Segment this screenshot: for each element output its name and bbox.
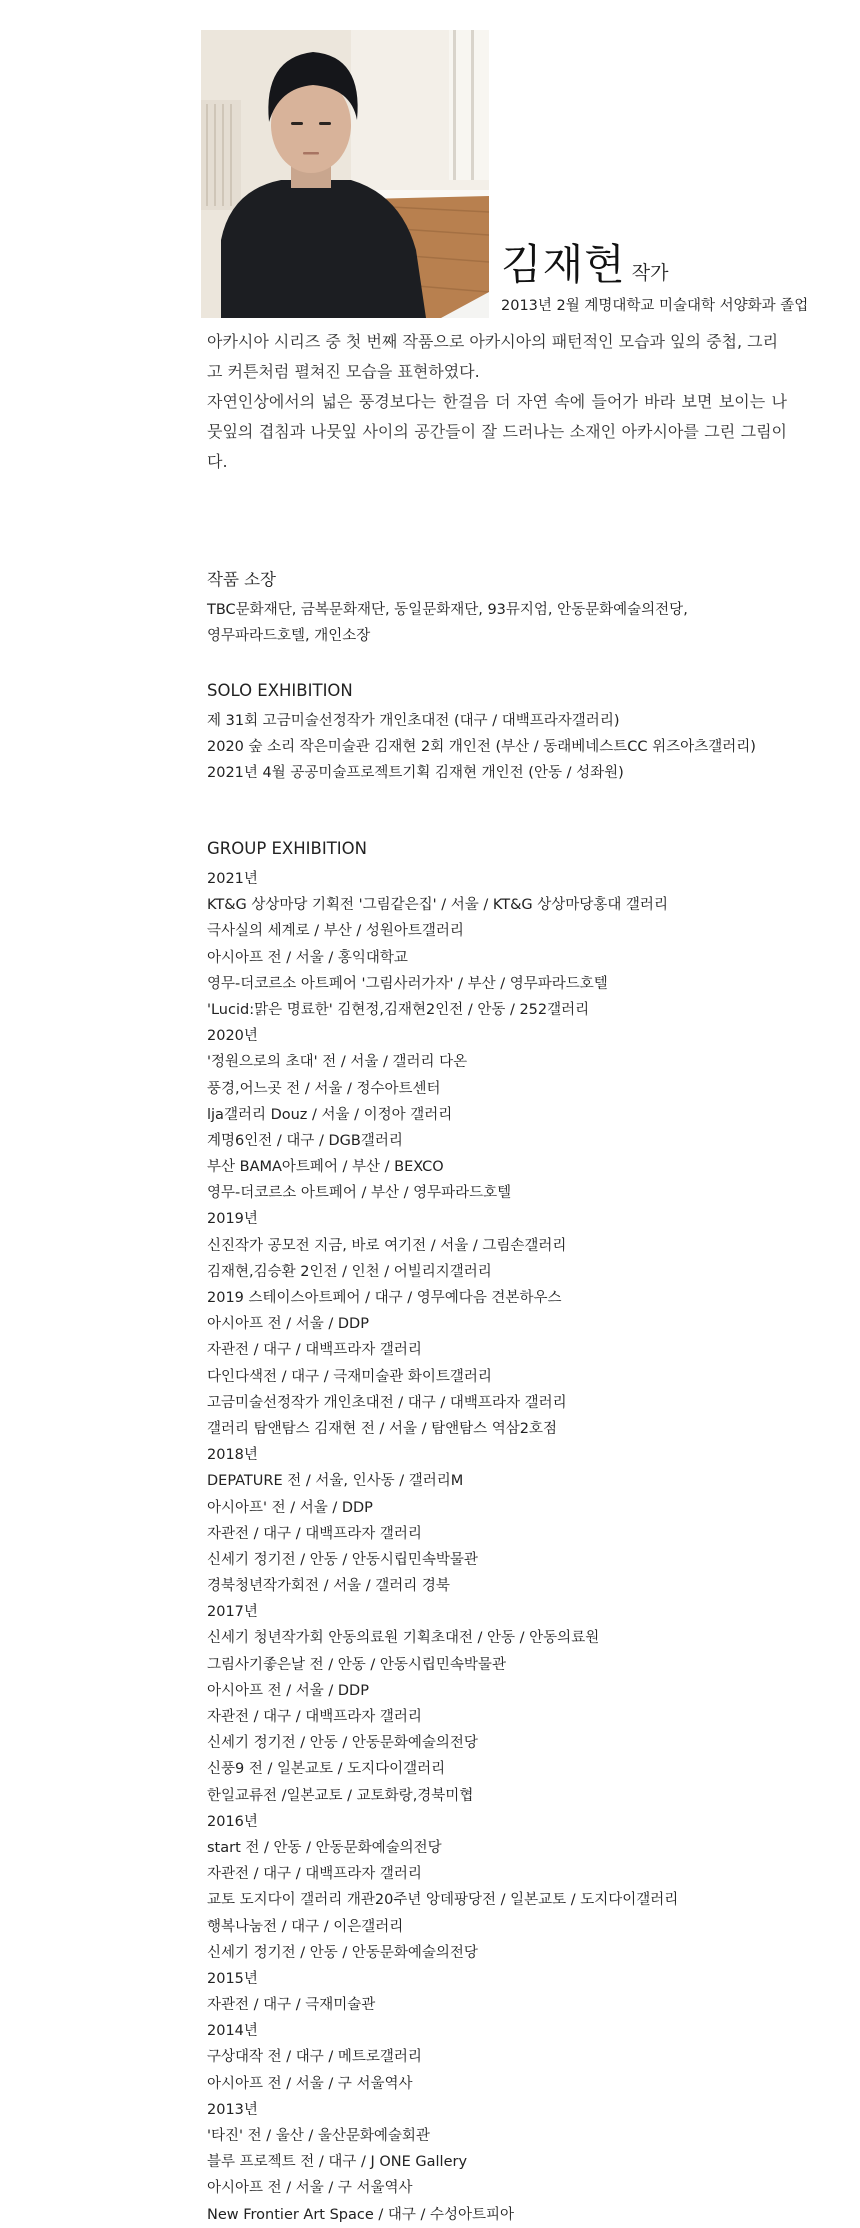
group-exhibition-item: 신풍9 전 / 일본교토 / 도지다이갤러리 [207, 1761, 446, 1778]
group-exhibition-item: 아시아프 전 / 서울 / 구 서울역사 [207, 2180, 413, 2197]
group-exhibition-item: 김재현,김승환 2인전 / 인천 / 어빌리지갤러리 [207, 1263, 492, 1280]
group-exhibition-item: '정원으로의 초대' 전 / 서울 / 갤러리 다온 [207, 1054, 468, 1071]
collection-line: 영무파라드호텔, 개인소장 [207, 628, 371, 645]
artwork-description [207, 327, 787, 477]
group-exhibition-heading: GROUP EXHIBITION [207, 839, 367, 858]
group-exhibition-item: 신진작가 공모전 지금, 바로 여기전 / 서울 / 그림손갤러리 [207, 1237, 567, 1254]
solo-exhibition-item: 2020 숲 소리 작은미술관 김재현 2회 개인전 (부산 / 동래베네스트CC 위즈아츠갤러리) [207, 739, 756, 756]
group-exhibition-item: 자관전 / 대구 / 극재미술관 [207, 1997, 376, 2014]
group-exhibition-item: 아시아프 전 / 서울 / DDP [207, 1682, 369, 1699]
group-exhibition-item: 신세기 정기전 / 안동 / 안동문화예술의전당 [207, 1735, 478, 1752]
group-exhibition-item: DEPATURE 전 / 서울, 인사동 / 갤러리M [207, 1473, 464, 1490]
group-exhibition-item: start 전 / 안동 / 안동문화예술의전당 [207, 1839, 442, 1856]
group-exhibition-item: 2019 스테이스아트페어 / 대구 / 영무예다음 견본하우스 [207, 1290, 562, 1306]
group-exhibition-item: 부산 BAMA아트페어 / 부산 / BEXCO [207, 1159, 444, 1176]
artist-name: 김재현 [501, 240, 626, 289]
exhibition-year: 2018년 [207, 1447, 258, 1464]
artist-education: 2013년 2월 계명대학교 미술대학 서양화과 졸업 [501, 298, 809, 314]
group-exhibition-section [207, 832, 678, 2228]
group-exhibition-item: 갤러리 탐앤탐스 김재현 전 / 서울 / 탐앤탐스 역삼2호점 [207, 1420, 558, 1437]
exhibition-year: 2014년 [207, 2023, 258, 2040]
group-exhibition-item: 영무-더코르소 아트페어 / 부산 / 영무파라드호텔 [207, 1185, 512, 1202]
group-exhibition-item: 구상대작 전 / 대구 / 메트로갤러리 [207, 2049, 422, 2066]
group-exhibition-item: 자관전 / 대구 / 대백프라자 갤러리 [207, 1342, 422, 1359]
group-exhibition-item: 고금미술선정작가 개인초대전 / 대구 / 대백프라자 갤러리 [207, 1394, 567, 1411]
group-exhibition-item: 'Lucid:맑은 명료한' 김현정,김재현2인전 / 안동 / 252갤러리 [207, 1001, 590, 1018]
artist-name-row [501, 232, 668, 292]
description-paragraph: 자연인상에서의 넓은 풍경보다는 한걸음 더 자연 속에 들어가 바라 보면 보이는 나뭇잎의 겹침과 나뭇잎 사이의 공간들이 잘 드러나는 소재인 아카시아를 그린 그림이다. [207, 392, 787, 471]
collection-line: TBC문화재단, 금복문화재단, 동일문화재단, 93뮤지엄, 안동문화예술의전당, [207, 602, 688, 618]
artist-title-suffix: 작가 [631, 262, 669, 284]
group-exhibition-item: 자관전 / 대구 / 대백프라자 갤러리 [207, 1709, 422, 1725]
collection-section [207, 563, 688, 649]
group-exhibition-item: 자관전 / 대구 / 대백프라자 갤러리 [207, 1525, 422, 1542]
group-exhibition-item: 영무-더코르소 아트페어 '그림사러가자' / 부산 / 영무파라드호텔 [207, 975, 608, 992]
solo-exhibition-heading: SOLO EXHIBITION [207, 681, 353, 700]
group-exhibition-item: 신세기 정기전 / 안동 / 안동시립민속박물관 [207, 1551, 478, 1568]
exhibition-year: 2019년 [207, 1211, 258, 1228]
group-exhibition-item: 다인다색전 / 대구 / 극재미술관 화이트갤러리 [207, 1368, 492, 1385]
solo-exhibition-section [207, 674, 756, 787]
artist-photo [201, 30, 489, 318]
exhibition-year: 2021년 [207, 871, 258, 887]
group-exhibition-item: 아시아프 전 / 서울 / 구 서울역사 [207, 2075, 413, 2092]
group-exhibition-item: 계명6인전 / 대구 / DGB갤러리 [207, 1132, 403, 1149]
group-exhibition-item: '타진' 전 / 울산 / 울산문화예술회관 [207, 2128, 430, 2144]
exhibition-year: 2013년 [207, 2101, 258, 2118]
group-exhibition-item: 아시아프 전 / 서울 / 홍익대학교 [207, 949, 408, 966]
solo-exhibition-item: 제 31회 고금미술선정작가 개인초대전 (대구 / 대백프라자갤러리) [207, 713, 620, 729]
group-exhibition-item: KT&G 상상마당 기획전 '그림같은집' / 서울 / KT&G 상상마당홍대 갤러리 [207, 897, 668, 914]
exhibition-year: 2020년 [207, 1028, 258, 1045]
group-exhibition-item: 한일교류전 /일본교토 / 교토화랑,경북미협 [207, 1787, 474, 1804]
group-exhibition-item: 경북청년작가회전 / 서울 / 갤러리 경북 [207, 1578, 450, 1595]
exhibition-year: 2016년 [207, 1813, 258, 1830]
collection-heading: 작품 소장 [207, 570, 277, 589]
exhibition-year: 2017년 [207, 1604, 258, 1621]
group-exhibition-item: 신세기 정기전 / 안동 / 안동문화예술의전당 [207, 1944, 478, 1961]
group-exhibition-item: lja갤러리 Douz / 서울 / 이정아 갤러리 [207, 1106, 453, 1123]
group-exhibition-item: 신세기 청년작가회 안동의료원 기획초대전 / 안동 / 안동의료원 [207, 1630, 600, 1647]
group-exhibition-item: 교토 도지다이 갤러리 개관20주년 앙데팡당전 / 일본교토 / 도지다이갤러리 [207, 1892, 679, 1909]
description-paragraph: 아카시아 시리즈 중 첫 번째 작품으로 아카시아의 패턴적인 모습과 잎의 중첩, 그리고 커튼처럼 펼쳐진 모습을 표현하였다. [207, 332, 779, 381]
artist-portrait-image [201, 30, 489, 318]
solo-exhibition-item: 2021년 4월 공공미술프로젝트기획 김재현 개인전 (안동 / 성좌원) [207, 765, 624, 782]
group-exhibition-item: 풍경,어느곳 전 / 서울 / 정수아트센터 [207, 1080, 441, 1097]
group-exhibition-list [207, 866, 678, 2228]
group-exhibition-item: 자관전 / 대구 / 대백프라자 갤러리 [207, 1866, 422, 1883]
group-exhibition-item: 행복나눔전 / 대구 / 이은갤러리 [207, 1918, 404, 1935]
group-exhibition-item: 아시아프 전 / 서울 / DDP [207, 1316, 369, 1333]
exhibition-year: 2015년 [207, 1970, 258, 1987]
group-exhibition-item: 그림사기좋은날 전 / 안동 / 안동시립민속박물관 [207, 1656, 506, 1673]
group-exhibition-item: 블루 프로젝트 전 / 대구 / J ONE Gallery [207, 2154, 468, 2171]
group-exhibition-item: 아시아프' 전 / 서울 / DDP [207, 1499, 373, 1516]
group-exhibition-item: New Frontier Art Space / 대구 / 수성아트피아 [207, 2206, 515, 2223]
group-exhibition-item: 극사실의 세계로 / 부산 / 성원아트갤러리 [207, 923, 464, 940]
